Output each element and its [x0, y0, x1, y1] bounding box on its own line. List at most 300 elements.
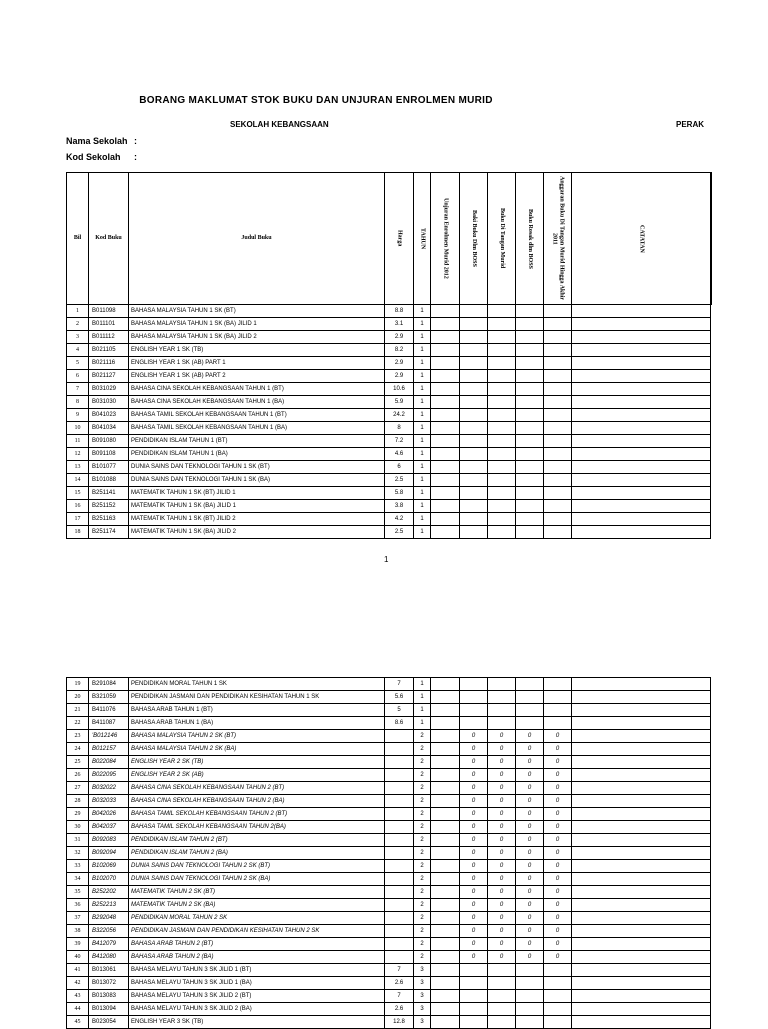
cell-harga: [385, 808, 414, 821]
cell-unjuran[interactable]: [431, 847, 460, 860]
cell-anggaran[interactable]: [544, 977, 572, 990]
cell-baki-buku[interactable]: [460, 344, 488, 357]
cell-buku-rosak[interactable]: [516, 964, 544, 977]
cell-baki-buku[interactable]: [460, 448, 488, 461]
cell-unjuran[interactable]: [431, 318, 460, 331]
cell-unjuran[interactable]: [431, 461, 460, 474]
cell-unjuran[interactable]: [431, 513, 460, 526]
cell-unjuran[interactable]: [431, 383, 460, 396]
cell-baki-buku[interactable]: 0: [460, 912, 488, 925]
cell-unjuran[interactable]: [431, 730, 460, 743]
cell-buku-di-tangan[interactable]: [488, 357, 516, 370]
cell-anggaran[interactable]: [544, 422, 572, 435]
cell-buku-di-tangan[interactable]: 0: [488, 886, 516, 899]
cell-buku-di-tangan[interactable]: [488, 977, 516, 990]
cell-buku-di-tangan[interactable]: 0: [488, 756, 516, 769]
cell-unjuran[interactable]: [431, 344, 460, 357]
cell-catatan[interactable]: [572, 769, 711, 782]
cell-baki-buku[interactable]: [460, 461, 488, 474]
cell-buku-di-tangan[interactable]: [488, 500, 516, 513]
cell-unjuran[interactable]: [431, 808, 460, 821]
cell-anggaran[interactable]: [544, 513, 572, 526]
cell-kod-buku: B091108: [89, 448, 129, 461]
cell-tahun: 1: [414, 344, 431, 357]
cell-buku-rosak[interactable]: 0: [516, 769, 544, 782]
cell-catatan[interactable]: [572, 344, 711, 357]
cell-buku-rosak[interactable]: 0: [516, 886, 544, 899]
cell-anggaran[interactable]: [544, 448, 572, 461]
cell-baki-buku[interactable]: 0: [460, 938, 488, 951]
cell-buku-di-tangan[interactable]: [488, 717, 516, 730]
cell-anggaran[interactable]: [544, 1003, 572, 1016]
cell-catatan[interactable]: [572, 526, 711, 539]
cell-buku-rosak[interactable]: [516, 461, 544, 474]
cell-buku-di-tangan[interactable]: 0: [488, 860, 516, 873]
cell-buku-di-tangan[interactable]: 0: [488, 782, 516, 795]
cell-anggaran[interactable]: 0: [544, 925, 572, 938]
cell-catatan[interactable]: [572, 704, 711, 717]
cell-buku-rosak[interactable]: 0: [516, 834, 544, 847]
cell-buku-rosak[interactable]: 0: [516, 899, 544, 912]
cell-harga: [385, 756, 414, 769]
cell-baki-buku[interactable]: 0: [460, 899, 488, 912]
cell-buku-di-tangan[interactable]: 0: [488, 834, 516, 847]
cell-unjuran[interactable]: [431, 704, 460, 717]
cell-buku-di-tangan[interactable]: 0: [488, 743, 516, 756]
cell-buku-rosak[interactable]: [516, 435, 544, 448]
cell-anggaran[interactable]: 0: [544, 886, 572, 899]
cell-unjuran[interactable]: [431, 448, 460, 461]
cell-anggaran[interactable]: 0: [544, 860, 572, 873]
cell-buku-di-tangan[interactable]: [488, 435, 516, 448]
cell-buku-di-tangan[interactable]: 0: [488, 847, 516, 860]
cell-buku-rosak[interactable]: 0: [516, 743, 544, 756]
cell-unjuran[interactable]: [431, 435, 460, 448]
cell-buku-rosak[interactable]: [516, 305, 544, 318]
cell-anggaran[interactable]: [544, 318, 572, 331]
cell-unjuran[interactable]: [431, 821, 460, 834]
cell-anggaran[interactable]: 0: [544, 730, 572, 743]
cell-baki-buku[interactable]: 0: [460, 860, 488, 873]
cell-anggaran[interactable]: [544, 474, 572, 487]
cell-unjuran[interactable]: [431, 782, 460, 795]
cell-catatan[interactable]: [572, 370, 711, 383]
cell-baki-buku[interactable]: [460, 526, 488, 539]
cell-harga: 7.2: [385, 435, 414, 448]
cell-baki-buku[interactable]: [460, 435, 488, 448]
cell-anggaran[interactable]: 0: [544, 743, 572, 756]
cell-anggaran[interactable]: [544, 435, 572, 448]
cell-buku-rosak[interactable]: 0: [516, 873, 544, 886]
cell-catatan[interactable]: [572, 925, 711, 938]
cell-unjuran[interactable]: [431, 1003, 460, 1016]
cell-baki-buku[interactable]: 0: [460, 886, 488, 899]
cell-catatan[interactable]: [572, 938, 711, 951]
cell-catatan[interactable]: [572, 717, 711, 730]
cell-buku-rosak[interactable]: [516, 396, 544, 409]
cell-buku-di-tangan[interactable]: 0: [488, 925, 516, 938]
cell-catatan[interactable]: [572, 1016, 711, 1029]
cell-buku-rosak[interactable]: [516, 370, 544, 383]
cell-kod-buku: B092094: [89, 847, 129, 860]
cell-harga: 5: [385, 704, 414, 717]
cell-anggaran[interactable]: 0: [544, 795, 572, 808]
cell-anggaran[interactable]: [544, 344, 572, 357]
cell-unjuran[interactable]: [431, 925, 460, 938]
cell-buku-di-tangan[interactable]: [488, 513, 516, 526]
cell-unjuran[interactable]: [431, 912, 460, 925]
cell-catatan[interactable]: [572, 990, 711, 1003]
cell-buku-rosak[interactable]: [516, 409, 544, 422]
cell-unjuran[interactable]: [431, 938, 460, 951]
cell-unjuran[interactable]: [431, 860, 460, 873]
cell-buku-rosak[interactable]: [516, 318, 544, 331]
cell-baki-buku[interactable]: [460, 370, 488, 383]
cell-catatan[interactable]: [572, 487, 711, 500]
cell-buku-rosak[interactable]: [516, 1003, 544, 1016]
cell-anggaran[interactable]: [544, 500, 572, 513]
cell-unjuran[interactable]: [431, 678, 460, 691]
cell-buku-di-tangan[interactable]: 0: [488, 873, 516, 886]
cell-anggaran[interactable]: [544, 383, 572, 396]
cell-baki-buku[interactable]: 0: [460, 769, 488, 782]
cell-anggaran[interactable]: [544, 331, 572, 344]
cell-catatan[interactable]: [572, 409, 711, 422]
cell-catatan[interactable]: [572, 743, 711, 756]
cell-buku-rosak[interactable]: [516, 526, 544, 539]
cell-catatan[interactable]: [572, 678, 711, 691]
cell-buku-rosak[interactable]: 0: [516, 938, 544, 951]
cell-unjuran[interactable]: [431, 474, 460, 487]
cell-unjuran[interactable]: [431, 743, 460, 756]
cell-catatan[interactable]: [572, 513, 711, 526]
table-row: [67, 331, 711, 344]
cell-anggaran[interactable]: [544, 409, 572, 422]
cell-unjuran[interactable]: [431, 795, 460, 808]
cell-catatan[interactable]: [572, 873, 711, 886]
cell-unjuran[interactable]: [431, 422, 460, 435]
cell-bil: 38: [67, 925, 89, 938]
cell-unjuran[interactable]: [431, 834, 460, 847]
cell-baki-buku[interactable]: [460, 1003, 488, 1016]
cell-unjuran[interactable]: [431, 500, 460, 513]
cell-unjuran[interactable]: [431, 899, 460, 912]
cell-buku-rosak[interactable]: [516, 383, 544, 396]
cell-baki-buku[interactable]: [460, 977, 488, 990]
cell-baki-buku[interactable]: 0: [460, 743, 488, 756]
cell-catatan[interactable]: [572, 318, 711, 331]
cell-buku-di-tangan[interactable]: 0: [488, 795, 516, 808]
cell-baki-buku[interactable]: 0: [460, 925, 488, 938]
cell-buku-rosak[interactable]: 0: [516, 730, 544, 743]
cell-catatan[interactable]: [572, 795, 711, 808]
cell-buku-rosak[interactable]: [516, 678, 544, 691]
cell-buku-di-tangan[interactable]: 0: [488, 912, 516, 925]
cell-harga: 8: [385, 422, 414, 435]
cell-baki-buku[interactable]: 0: [460, 730, 488, 743]
cell-buku-di-tangan[interactable]: [488, 964, 516, 977]
cell-unjuran[interactable]: [431, 977, 460, 990]
cell-anggaran[interactable]: [544, 691, 572, 704]
cell-unjuran[interactable]: [431, 691, 460, 704]
cell-tahun: 1: [414, 691, 431, 704]
cell-anggaran[interactable]: [544, 461, 572, 474]
cell-judul-buku: MATEMATIK TAHUN 1 SK (BA) JILID 1: [129, 500, 385, 513]
cell-harga: 5.6: [385, 691, 414, 704]
cell-buku-di-tangan[interactable]: [488, 691, 516, 704]
cell-baki-buku[interactable]: [460, 964, 488, 977]
cell-anggaran[interactable]: 0: [544, 847, 572, 860]
cell-anggaran[interactable]: 0: [544, 808, 572, 821]
cell-baki-buku[interactable]: 0: [460, 808, 488, 821]
cell-anggaran[interactable]: 0: [544, 899, 572, 912]
cell-buku-rosak[interactable]: [516, 1016, 544, 1029]
cell-baki-buku[interactable]: [460, 331, 488, 344]
cell-anggaran[interactable]: [544, 678, 572, 691]
cell-baki-buku[interactable]: [460, 357, 488, 370]
cell-buku-rosak[interactable]: 0: [516, 756, 544, 769]
cell-bil: 45: [67, 1016, 89, 1029]
cell-buku-rosak[interactable]: 0: [516, 795, 544, 808]
cell-buku-rosak[interactable]: [516, 422, 544, 435]
cell-catatan[interactable]: [572, 474, 711, 487]
cell-buku-di-tangan[interactable]: [488, 318, 516, 331]
cell-catatan[interactable]: [572, 860, 711, 873]
cell-unjuran[interactable]: [431, 990, 460, 1003]
cell-baki-buku[interactable]: 0: [460, 795, 488, 808]
cell-buku-di-tangan[interactable]: 0: [488, 821, 516, 834]
cell-anggaran[interactable]: [544, 487, 572, 500]
cell-buku-di-tangan[interactable]: [488, 487, 516, 500]
cell-buku-rosak[interactable]: 0: [516, 951, 544, 964]
cell-catatan[interactable]: [572, 500, 711, 513]
cell-unjuran[interactable]: [431, 964, 460, 977]
cell-buku-rosak[interactable]: [516, 717, 544, 730]
cell-baki-buku[interactable]: 0: [460, 951, 488, 964]
cell-unjuran[interactable]: [431, 873, 460, 886]
cell-catatan[interactable]: [572, 899, 711, 912]
cell-buku-rosak[interactable]: 0: [516, 912, 544, 925]
cell-baki-buku[interactable]: [460, 422, 488, 435]
cell-buku-di-tangan[interactable]: 0: [488, 899, 516, 912]
cell-anggaran[interactable]: 0: [544, 821, 572, 834]
school-name-colon: :: [134, 136, 137, 146]
cell-baki-buku[interactable]: 0: [460, 847, 488, 860]
cell-baki-buku[interactable]: [460, 990, 488, 1003]
cell-unjuran[interactable]: [431, 717, 460, 730]
cell-baki-buku[interactable]: [460, 1016, 488, 1029]
cell-buku-rosak[interactable]: [516, 691, 544, 704]
cell-bil: 17: [67, 513, 89, 526]
cell-catatan[interactable]: [572, 1003, 711, 1016]
cell-kod-buku: B022084: [89, 756, 129, 769]
cell-anggaran[interactable]: 0: [544, 834, 572, 847]
cell-anggaran[interactable]: [544, 357, 572, 370]
cell-anggaran[interactable]: 0: [544, 938, 572, 951]
cell-buku-di-tangan[interactable]: [488, 1016, 516, 1029]
cell-buku-di-tangan[interactable]: 0: [488, 769, 516, 782]
cell-anggaran[interactable]: [544, 396, 572, 409]
cell-judul-buku: DUNIA SAINS DAN TEKNOLOGI TAHUN 2 SK (BA): [129, 873, 385, 886]
cell-buku-di-tangan[interactable]: [488, 1003, 516, 1016]
cell-unjuran[interactable]: [431, 409, 460, 422]
header-tahun: TAHUN: [414, 173, 431, 305]
cell-buku-di-tangan[interactable]: [488, 474, 516, 487]
cell-baki-buku[interactable]: [460, 318, 488, 331]
cell-baki-buku[interactable]: [460, 500, 488, 513]
cell-catatan[interactable]: [572, 834, 711, 847]
cell-buku-di-tangan[interactable]: [488, 704, 516, 717]
cell-anggaran[interactable]: 0: [544, 756, 572, 769]
cell-judul-buku: PENDIDIKAN MORAL TAHUN 2 SK: [129, 912, 385, 925]
cell-catatan[interactable]: [572, 912, 711, 925]
cell-baki-buku[interactable]: 0: [460, 873, 488, 886]
cell-buku-di-tangan[interactable]: 0: [488, 938, 516, 951]
cell-kod-buku: B031029: [89, 383, 129, 396]
cell-catatan[interactable]: [572, 691, 711, 704]
cell-catatan[interactable]: [572, 435, 711, 448]
cell-buku-rosak[interactable]: 0: [516, 847, 544, 860]
cell-buku-di-tangan[interactable]: [488, 370, 516, 383]
cell-unjuran[interactable]: [431, 370, 460, 383]
cell-unjuran[interactable]: [431, 769, 460, 782]
cell-buku-rosak[interactable]: [516, 474, 544, 487]
cell-buku-rosak[interactable]: 0: [516, 860, 544, 873]
cell-buku-di-tangan[interactable]: 0: [488, 730, 516, 743]
cell-buku-di-tangan[interactable]: [488, 422, 516, 435]
cell-buku-rosak[interactable]: 0: [516, 782, 544, 795]
cell-buku-di-tangan[interactable]: [488, 383, 516, 396]
cell-anggaran[interactable]: [544, 305, 572, 318]
cell-anggaran[interactable]: [544, 990, 572, 1003]
cell-buku-rosak[interactable]: [516, 357, 544, 370]
cell-judul-buku: PENDIDIKAN MORAL TAHUN 1 SK: [129, 678, 385, 691]
cell-buku-di-tangan[interactable]: [488, 305, 516, 318]
cell-buku-rosak[interactable]: 0: [516, 925, 544, 938]
cell-tahun: 2: [414, 951, 431, 964]
cell-anggaran[interactable]: [544, 717, 572, 730]
cell-catatan[interactable]: [572, 977, 711, 990]
cell-catatan[interactable]: [572, 461, 711, 474]
cell-unjuran[interactable]: [431, 1016, 460, 1029]
cell-judul-buku: BAHASA MELAYU TAHUN 3 SK JILID 1 (BT): [129, 964, 385, 977]
cell-unjuran[interactable]: [431, 951, 460, 964]
cell-catatan[interactable]: [572, 357, 711, 370]
cell-baki-buku[interactable]: [460, 678, 488, 691]
cell-baki-buku[interactable]: 0: [460, 834, 488, 847]
cell-anggaran[interactable]: 0: [544, 951, 572, 964]
cell-buku-di-tangan[interactable]: [488, 678, 516, 691]
table-row: [67, 847, 711, 860]
cell-catatan[interactable]: [572, 331, 711, 344]
cell-unjuran[interactable]: [431, 305, 460, 318]
cell-bil: 41: [67, 964, 89, 977]
cell-unjuran[interactable]: [431, 357, 460, 370]
cell-baki-buku[interactable]: [460, 717, 488, 730]
cell-anggaran[interactable]: [544, 370, 572, 383]
cell-anggaran[interactable]: 0: [544, 782, 572, 795]
cell-anggaran[interactable]: [544, 1016, 572, 1029]
cell-buku-rosak[interactable]: 0: [516, 808, 544, 821]
cell-buku-di-tangan[interactable]: [488, 526, 516, 539]
cell-catatan[interactable]: [572, 383, 711, 396]
cell-buku-rosak[interactable]: [516, 990, 544, 1003]
cell-anggaran[interactable]: 0: [544, 873, 572, 886]
cell-buku-di-tangan[interactable]: 0: [488, 808, 516, 821]
cell-catatan[interactable]: [572, 951, 711, 964]
cell-buku-rosak[interactable]: [516, 977, 544, 990]
cell-catatan[interactable]: [572, 305, 711, 318]
cell-catatan[interactable]: [572, 847, 711, 860]
cell-catatan[interactable]: [572, 396, 711, 409]
cell-anggaran[interactable]: [544, 704, 572, 717]
cell-buku-rosak[interactable]: [516, 344, 544, 357]
cell-anggaran[interactable]: [544, 964, 572, 977]
cell-buku-di-tangan[interactable]: 0: [488, 951, 516, 964]
cell-catatan[interactable]: [572, 730, 711, 743]
cell-baki-buku[interactable]: [460, 691, 488, 704]
table-row: [67, 513, 711, 526]
cell-buku-di-tangan[interactable]: [488, 990, 516, 1003]
cell-buku-rosak[interactable]: [516, 704, 544, 717]
cell-anggaran[interactable]: 0: [544, 912, 572, 925]
cell-baki-buku[interactable]: [460, 305, 488, 318]
cell-baki-buku[interactable]: 0: [460, 821, 488, 834]
cell-baki-buku[interactable]: [460, 383, 488, 396]
cell-buku-rosak[interactable]: [516, 500, 544, 513]
cell-baki-buku[interactable]: [460, 409, 488, 422]
cell-buku-rosak[interactable]: [516, 513, 544, 526]
cell-catatan[interactable]: [572, 886, 711, 899]
cell-catatan[interactable]: [572, 756, 711, 769]
cell-judul-buku: MATEMATIK TAHUN 1 SK (BT) JILID 1: [129, 487, 385, 500]
cell-buku-di-tangan[interactable]: [488, 396, 516, 409]
cell-baki-buku[interactable]: [460, 704, 488, 717]
cell-buku-di-tangan[interactable]: [488, 409, 516, 422]
cell-anggaran[interactable]: [544, 526, 572, 539]
cell-buku-di-tangan[interactable]: [488, 448, 516, 461]
cell-catatan[interactable]: [572, 782, 711, 795]
cell-unjuran[interactable]: [431, 886, 460, 899]
cell-catatan[interactable]: [572, 422, 711, 435]
cell-catatan[interactable]: [572, 964, 711, 977]
cell-unjuran[interactable]: [431, 331, 460, 344]
cell-catatan[interactable]: [572, 448, 711, 461]
cell-unjuran[interactable]: [431, 756, 460, 769]
cell-baki-buku[interactable]: [460, 513, 488, 526]
cell-anggaran[interactable]: 0: [544, 769, 572, 782]
cell-unjuran[interactable]: [431, 396, 460, 409]
cell-buku-rosak[interactable]: [516, 331, 544, 344]
cell-buku-di-tangan[interactable]: [488, 461, 516, 474]
cell-tahun: 1: [414, 383, 431, 396]
cell-buku-di-tangan[interactable]: [488, 344, 516, 357]
cell-bil: 7: [67, 383, 89, 396]
cell-unjuran[interactable]: [431, 487, 460, 500]
cell-buku-rosak[interactable]: 0: [516, 821, 544, 834]
cell-baki-buku[interactable]: [460, 396, 488, 409]
cell-buku-di-tangan[interactable]: [488, 331, 516, 344]
cell-baki-buku[interactable]: [460, 474, 488, 487]
cell-baki-buku[interactable]: 0: [460, 756, 488, 769]
cell-buku-rosak[interactable]: [516, 448, 544, 461]
cell-catatan[interactable]: [572, 821, 711, 834]
cell-catatan[interactable]: [572, 808, 711, 821]
cell-unjuran[interactable]: [431, 526, 460, 539]
cell-baki-buku[interactable]: 0: [460, 782, 488, 795]
cell-baki-buku[interactable]: [460, 487, 488, 500]
cell-buku-rosak[interactable]: [516, 487, 544, 500]
